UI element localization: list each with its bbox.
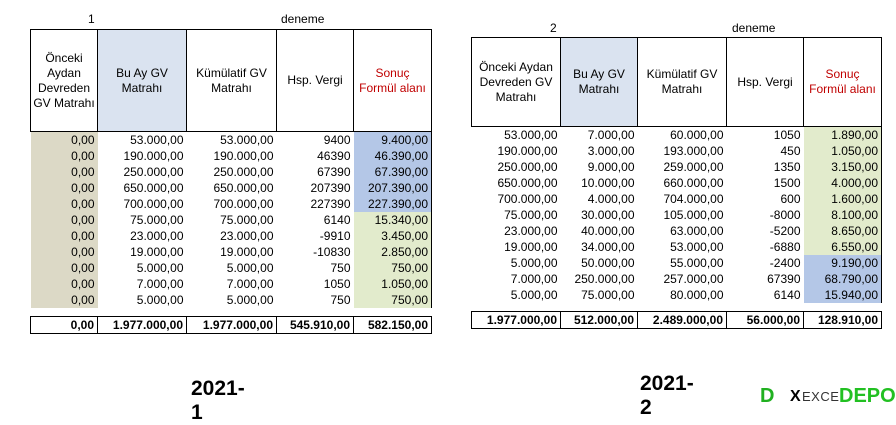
table-cell: 207.390,00 xyxy=(354,180,432,196)
table-cell: 0,00 xyxy=(31,196,98,212)
table-row xyxy=(31,148,432,164)
total-cell: 512.000,00 xyxy=(561,312,638,329)
total-cell: 0,00 xyxy=(31,317,98,334)
logo-exce: EXCE xyxy=(802,389,840,404)
total-cell: 1.977.000,00 xyxy=(472,312,561,329)
table-cell: 46390 xyxy=(317,149,351,163)
table-cell: 750 xyxy=(330,261,351,275)
logo-x: X xyxy=(790,388,801,405)
table-cell: 9.400,00 xyxy=(354,132,432,149)
table-row xyxy=(31,244,432,260)
table-cell: 19.000,00 xyxy=(504,240,558,254)
table-cell: 46.390,00 xyxy=(354,148,432,164)
table-cell: 250.000,00 xyxy=(497,160,558,174)
exceldepo-logo xyxy=(760,385,896,407)
table-number-2: 2 xyxy=(550,21,557,35)
total-cell: 128.910,00 xyxy=(804,312,882,329)
table-cell: 1350 xyxy=(773,160,801,174)
table-cell: 53.000,00 xyxy=(504,128,558,142)
table-cell: 6140 xyxy=(773,288,801,302)
table-cell: 0,00 xyxy=(31,292,98,308)
table-cell: 23.000,00 xyxy=(130,229,184,243)
table-cell: 55.000,00 xyxy=(670,256,724,270)
header-calculated-tax: Hsp. Vergi xyxy=(277,30,354,132)
table-cell: 450 xyxy=(780,144,801,158)
data-table-2 xyxy=(471,37,882,329)
table-row xyxy=(472,127,882,144)
table-cell: 207390 xyxy=(310,181,351,195)
total-row xyxy=(472,312,882,329)
table-cell: 15.940,00 xyxy=(804,287,882,303)
table-cell: 80.000,00 xyxy=(670,288,724,302)
table-row xyxy=(31,196,432,212)
table-cell: 2.850,00 xyxy=(354,244,432,260)
logo-mark-icon: D xyxy=(760,385,775,407)
header-result-formula: Sonuç Formül alanı xyxy=(354,30,432,132)
table-cell: 7.000,00 xyxy=(136,277,184,291)
data-table-1 xyxy=(30,29,432,334)
table-row xyxy=(31,260,432,276)
header-calculated-tax: Hsp. Vergi xyxy=(727,38,804,127)
table-cell: 0,00 xyxy=(31,132,98,149)
table-cell: 19.000,00 xyxy=(220,245,274,259)
total-cell: 545.910,00 xyxy=(277,317,354,334)
table-cell: 9.000,00 xyxy=(587,160,635,174)
header-previous-matrah: Önceki Aydan Devreden GV Matrahı xyxy=(31,30,98,132)
table-cell: 53.000,00 xyxy=(130,133,184,147)
table-cell: 700.000,00 xyxy=(213,197,274,211)
table-cell: 190.000,00 xyxy=(213,149,274,163)
table-cell: 650.000,00 xyxy=(123,181,184,195)
table-cell: 0,00 xyxy=(31,244,98,260)
table-cell: 7.000,00 xyxy=(226,277,274,291)
table-cell: 0,00 xyxy=(31,228,98,244)
total-cell: 56.000,00 xyxy=(727,312,804,329)
table-cell: 23.000,00 xyxy=(504,224,558,238)
table-row xyxy=(31,180,432,196)
table-cell: 10.000,00 xyxy=(581,176,635,190)
table-row xyxy=(472,271,882,287)
total-cell: 2.489.000,00 xyxy=(638,312,727,329)
table-cell: 75.000,00 xyxy=(220,213,274,227)
table-cell: 75.000,00 xyxy=(581,288,635,302)
table-cell: 75.000,00 xyxy=(504,208,558,222)
table-cell: 53.000,00 xyxy=(220,133,274,147)
table-cell: 650.000,00 xyxy=(213,181,274,195)
table-cell: 704.000,00 xyxy=(663,192,724,206)
table-cell: 50.000,00 xyxy=(581,256,635,270)
table-cell: 0,00 xyxy=(31,276,98,292)
table-cell: 68.790,00 xyxy=(804,271,882,287)
table-row xyxy=(472,255,882,271)
table-cell: 9400 xyxy=(323,133,351,147)
table-cell: 3.150,00 xyxy=(804,159,882,175)
sheet-name-1: deneme xyxy=(281,12,325,26)
table-cell: 8.650,00 xyxy=(804,223,882,239)
table-row xyxy=(472,191,882,207)
table-cell: -5200 xyxy=(769,224,801,238)
table-cell: 30.000,00 xyxy=(581,208,635,222)
table-cell: 4.000,00 xyxy=(587,192,635,206)
table-cell: 190.000,00 xyxy=(123,149,184,163)
table-cell: 7.000,00 xyxy=(510,272,558,286)
table-cell: 750 xyxy=(330,293,351,307)
table-cell: 5.000,00 xyxy=(226,293,274,307)
table-cell: 67390 xyxy=(317,165,351,179)
header-result-formula: Sonuç Formül alanı xyxy=(804,38,882,127)
period-label-2: 2021-2 xyxy=(640,372,694,419)
logo-depo: DEPO xyxy=(839,385,896,407)
table-cell: 67390 xyxy=(767,272,801,286)
table-cell: 1050 xyxy=(773,128,801,142)
table-cell: 6140 xyxy=(323,213,351,227)
table-cell: 7.000,00 xyxy=(587,128,635,142)
table-row xyxy=(472,143,882,159)
table-cell: 600 xyxy=(780,192,801,206)
header-previous-matrah: Önceki Aydan Devreden GV Matrahı xyxy=(472,38,561,127)
table-cell: 250.000,00 xyxy=(123,165,184,179)
table-cell: 5.000,00 xyxy=(136,293,184,307)
table-row xyxy=(31,276,432,292)
table-row xyxy=(472,223,882,239)
table-cell: 650.000,00 xyxy=(497,176,558,190)
total-cell: 582.150,00 xyxy=(354,317,432,334)
table-cell: 40.000,00 xyxy=(581,224,635,238)
table-cell: 0,00 xyxy=(31,164,98,180)
table-row xyxy=(472,239,882,255)
table-cell: 0,00 xyxy=(31,180,98,196)
table-cell: 105.000,00 xyxy=(663,208,724,222)
table-row xyxy=(472,175,882,191)
table-cell: 60.000,00 xyxy=(670,128,724,142)
table-cell: -10830 xyxy=(313,245,351,259)
table-cell: 5.000,00 xyxy=(226,261,274,275)
table-cell: 5.000,00 xyxy=(510,256,558,270)
table-cell: 193.000,00 xyxy=(663,144,724,158)
table-cell: 227.390,00 xyxy=(354,196,432,212)
table-cell: 700.000,00 xyxy=(123,197,184,211)
table-cell: 53.000,00 xyxy=(670,240,724,254)
table-row xyxy=(31,212,432,228)
table-number-1: 1 xyxy=(88,12,95,26)
table-cell: 63.000,00 xyxy=(670,224,724,238)
table-cell: 750,00 xyxy=(354,292,432,308)
header-cumulative-matrah: Kümülatif GV Matrahı xyxy=(187,30,277,132)
table-cell: 34.000,00 xyxy=(581,240,635,254)
table-cell: 8.100,00 xyxy=(804,207,882,223)
header-this-month-matrah: Bu Ay GV Matrahı xyxy=(561,38,638,127)
table-row xyxy=(472,207,882,223)
table-cell: 3.000,00 xyxy=(587,144,635,158)
table-cell: 660.000,00 xyxy=(663,176,724,190)
table-cell: 0,00 xyxy=(31,148,98,164)
header-this-month-matrah: Bu Ay GV Matrahı xyxy=(98,30,187,132)
table-cell: 227390 xyxy=(310,197,351,211)
total-cell: 1.977.000,00 xyxy=(98,317,187,334)
table-cell: 75.000,00 xyxy=(130,213,184,227)
table-row xyxy=(31,228,432,244)
table-cell: 4.000,00 xyxy=(804,175,882,191)
table-cell: 250.000,00 xyxy=(574,272,635,286)
table-cell: 1.890,00 xyxy=(804,127,882,144)
table-cell: 750,00 xyxy=(354,260,432,276)
table-cell: 1.050,00 xyxy=(804,143,882,159)
table-cell: 1.600,00 xyxy=(804,191,882,207)
table-cell: 23.000,00 xyxy=(220,229,274,243)
table-cell: 9.190,00 xyxy=(804,255,882,271)
table-cell: 0,00 xyxy=(31,260,98,276)
total-row xyxy=(31,317,432,334)
table-cell: 3.450,00 xyxy=(354,228,432,244)
total-cell: 1.977.000,00 xyxy=(187,317,277,334)
table-cell: 15.340,00 xyxy=(354,212,432,228)
table-cell: 190.000,00 xyxy=(497,144,558,158)
table-cell: 6.550,00 xyxy=(804,239,882,255)
table-cell: 1050 xyxy=(323,277,351,291)
period-label-1: 2021-1 xyxy=(191,377,245,424)
sheet-name-2: deneme xyxy=(732,21,776,35)
table-cell: -8000 xyxy=(769,208,801,222)
table-cell: 5.000,00 xyxy=(510,288,558,302)
table-cell: 19.000,00 xyxy=(130,245,184,259)
table-cell: -6880 xyxy=(769,240,801,254)
table-cell: 1500 xyxy=(773,176,801,190)
table-row xyxy=(31,132,432,149)
table-cell: 250.000,00 xyxy=(213,165,274,179)
table-cell: -2400 xyxy=(769,256,801,270)
table-row xyxy=(472,287,882,303)
table-row xyxy=(31,164,432,180)
header-cumulative-matrah: Kümülatif GV Matrahı xyxy=(638,38,727,127)
table-cell: 1.050,00 xyxy=(354,276,432,292)
table-row xyxy=(472,159,882,175)
table-cell: 257.000,00 xyxy=(663,272,724,286)
table-cell: 259.000,00 xyxy=(663,160,724,174)
table-cell: 5.000,00 xyxy=(136,261,184,275)
table-cell: 0,00 xyxy=(31,212,98,228)
table-cell: -9910 xyxy=(319,229,351,243)
table-cell: 67.390,00 xyxy=(354,164,432,180)
table-cell: 700.000,00 xyxy=(497,192,558,206)
table-row xyxy=(31,292,432,308)
